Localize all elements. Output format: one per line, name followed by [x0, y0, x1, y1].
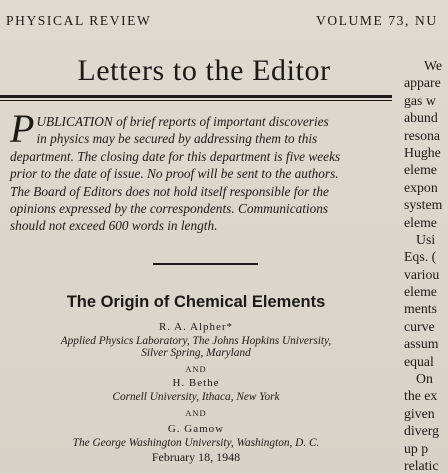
notice-line: prior to the date of issue. No proof will be sent to the authors. — [10, 166, 339, 182]
column-line: appare — [404, 75, 441, 91]
column-line: system — [404, 197, 443, 213]
received-date: February 18, 1948 — [151, 450, 241, 464]
column-line: eleme — [404, 162, 437, 178]
title-rule-thick — [0, 95, 392, 98]
affiliation-bethe: Cornell University, Ithaca, New York — [112, 391, 280, 403]
column-line: On — [416, 371, 433, 387]
column-line: curve — [404, 318, 435, 334]
column-line: We — [424, 58, 443, 73]
column-line: ments — [404, 301, 437, 317]
affiliation-gamow: The George Washington University, Washington, D. C. — [72, 437, 320, 449]
column-line: Eqs. ( — [404, 249, 437, 265]
and-separator: AND — [185, 408, 207, 418]
column-line: equal — [404, 353, 434, 369]
title-rule-thin — [0, 100, 392, 101]
running-header — [0, 13, 448, 31]
column-line: given — [404, 405, 435, 421]
column-line: the ex — [404, 388, 438, 404]
section-divider — [153, 263, 258, 265]
notice-line: department. The closing date for this department is five weeks — [10, 148, 341, 164]
volume-number: VOLUME 73, NU — [316, 13, 438, 28]
column-line: resona — [404, 127, 441, 143]
notice-line: opinions expressed by the correspondents. Communications — [10, 201, 329, 217]
column-line: relatic — [404, 457, 439, 473]
affiliation-alpher-line2: Silver Spring, Maryland — [141, 347, 251, 359]
article-title: The Origin of Chemical Elements — [66, 293, 326, 311]
editorial-notice — [10, 106, 362, 235]
affiliation-alpher-line1: Applied Physics Laboratory, The Johns Hopkins University, — [60, 335, 332, 347]
notice-line: The Board of Editors does not hold itself responsible for the — [10, 183, 329, 199]
column-line: variou — [404, 266, 440, 282]
adjacent-column-text — [404, 57, 448, 474]
notice-line: should not exceed 600 words in length. — [10, 218, 218, 234]
section-title: Letters to the Editor — [77, 54, 331, 87]
author-gamow: G. Gamow — [167, 423, 225, 435]
column-line: expon — [404, 179, 438, 195]
column-line: gas w — [404, 92, 436, 108]
journal-name: PHYSICAL REVIEW — [6, 13, 152, 28]
column-line: abund — [404, 110, 438, 126]
column-line: up p — [404, 440, 429, 456]
and-separator: AND — [185, 364, 207, 374]
column-line: eleme — [404, 284, 437, 300]
notice-line: UBLICATION of brief reports of important discoveries — [36, 114, 329, 129]
column-line: Usi — [416, 231, 436, 247]
author-bethe: H. Bethe — [172, 377, 220, 389]
author-alpher: R. A. Alpher* — [158, 321, 234, 333]
column-line: eleme — [404, 214, 437, 230]
notice-line: in physics may be secured by addressing them to this — [36, 131, 318, 147]
column-line: Hughe — [404, 144, 441, 160]
column-line: diverg — [404, 423, 439, 439]
column-line: assum — [404, 336, 439, 352]
drop-cap: P — [10, 106, 35, 151]
